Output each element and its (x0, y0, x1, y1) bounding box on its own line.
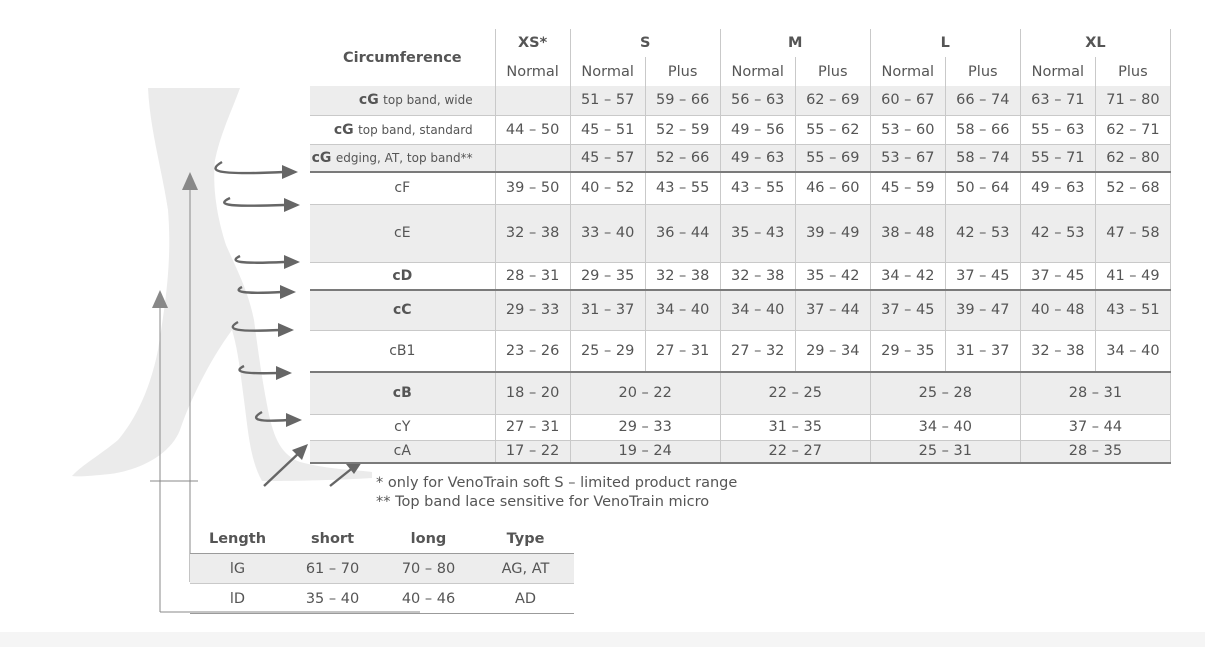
size-cell: 63 – 71 (1020, 86, 1095, 115)
size-cell: 37 – 44 (795, 290, 870, 330)
size-cell: 52 – 66 (645, 144, 720, 172)
length-row (190, 554, 574, 584)
row-label: cY (310, 414, 495, 440)
size-row-cf (310, 172, 1171, 204)
subheader: Plus (645, 57, 720, 86)
length-cell: AD (477, 584, 574, 614)
size-cell: 28 – 35 (1020, 440, 1170, 463)
circumference-title: Circumference (342, 49, 462, 66)
size-cell: 55 – 69 (795, 144, 870, 172)
short-header: short (311, 530, 354, 547)
size-cell: 39 – 47 (945, 290, 1020, 330)
size-cell: 60 – 67 (870, 86, 945, 115)
size-cell: 49 – 63 (720, 144, 795, 172)
row-label-sub: top band, wide (383, 93, 473, 108)
size-cell: 17 – 22 (495, 440, 570, 463)
size-cell: 56 – 63 (720, 86, 795, 115)
size-cell: 47 – 58 (1095, 204, 1170, 262)
size-cell: 43 – 55 (645, 172, 720, 204)
length-cell: 40 – 46 (380, 584, 477, 614)
subheader: Normal (570, 57, 645, 86)
size-cell: 34 – 40 (870, 414, 1020, 440)
size-cell: 62 – 80 (1095, 144, 1170, 172)
size-cell: 45 – 57 (570, 144, 645, 172)
size-cell: 62 – 71 (1095, 115, 1170, 144)
size-cell: 62 – 69 (795, 86, 870, 115)
size-cell: 55 – 71 (1020, 144, 1095, 172)
size-row-cb1 (310, 330, 1171, 372)
size-cell: 18 – 20 (495, 372, 570, 414)
size-cell: 44 – 50 (495, 115, 570, 144)
size-cell: 50 – 64 (945, 172, 1020, 204)
length-header: Length (208, 530, 267, 547)
size-cell: 52 – 59 (645, 115, 720, 144)
size-cell: 32 – 38 (495, 204, 570, 262)
length-table (190, 524, 574, 614)
size-cell: 29 – 33 (495, 290, 570, 330)
subheader: Normal (720, 57, 795, 86)
size-header-s: S (570, 29, 720, 57)
size-row-cy (310, 414, 1171, 440)
size-header-xl: XL (1020, 29, 1170, 57)
length-row (190, 584, 574, 614)
size-cell (495, 144, 570, 172)
size-row-ca (310, 440, 1171, 463)
size-cell: 37 – 45 (870, 290, 945, 330)
size-cell (495, 86, 570, 115)
size-cell: 34 – 40 (1095, 330, 1170, 372)
size-cell: 34 – 40 (645, 290, 720, 330)
row-label (310, 115, 495, 144)
subheader: Plus (1095, 57, 1170, 86)
size-cell: 43 – 51 (1095, 290, 1170, 330)
size-cell: 29 – 34 (795, 330, 870, 372)
row-label: cE (310, 204, 495, 262)
row-label-sub: edging, AT, top band** (335, 150, 473, 165)
row-label-key: cG (311, 149, 332, 166)
size-cell: 51 – 57 (570, 86, 645, 115)
size-cell: 22 – 27 (720, 440, 870, 463)
size-cell: 28 – 31 (1020, 372, 1170, 414)
size-cell: 28 – 31 (495, 262, 570, 290)
row-label-key: cG (358, 92, 379, 109)
size-row-cg (310, 115, 1171, 144)
size-cell: 42 – 53 (945, 204, 1020, 262)
size-cell: 29 – 35 (570, 262, 645, 290)
size-cell: 46 – 60 (795, 172, 870, 204)
size-cell: 31 – 37 (570, 290, 645, 330)
subheader: Normal (870, 57, 945, 86)
size-cell: 25 – 29 (570, 330, 645, 372)
length-cell: lD (190, 584, 285, 614)
size-cell: 45 – 59 (870, 172, 945, 204)
size-header-xs: XS* (495, 29, 570, 57)
subheader: Normal (1020, 57, 1095, 86)
row-label-key: cG (333, 121, 354, 138)
size-cell: 37 – 45 (945, 262, 1020, 290)
circumference-size-table (310, 29, 1171, 464)
length-cell: lG (190, 554, 285, 584)
length-header-row (190, 524, 574, 554)
size-cell: 27 – 32 (720, 330, 795, 372)
size-row-cg (310, 86, 1171, 115)
row-label: cC (310, 290, 495, 330)
length-cell: AG, AT (477, 554, 574, 584)
size-header-row (310, 29, 1171, 57)
size-cell: 27 – 31 (645, 330, 720, 372)
size-cell: 29 – 33 (570, 414, 720, 440)
size-cell: 59 – 66 (645, 86, 720, 115)
length-cell: 35 – 40 (285, 584, 380, 614)
size-cell: 35 – 42 (795, 262, 870, 290)
size-cell: 23 – 26 (495, 330, 570, 372)
size-cell: 27 – 31 (495, 414, 570, 440)
size-cell: 29 – 35 (870, 330, 945, 372)
size-cell: 53 – 67 (870, 144, 945, 172)
row-label-sub: top band, standard (358, 122, 473, 137)
size-cell: 66 – 74 (945, 86, 1020, 115)
size-cell: 31 – 35 (720, 414, 870, 440)
length-cell: 61 – 70 (285, 554, 380, 584)
footnote-2: ** Top band lace sensitive for VenoTrain micro (376, 494, 710, 510)
size-cell: 32 – 38 (1020, 330, 1095, 372)
footnote-1: * only for VenoTrain soft S – limited product range (376, 475, 738, 491)
size-header-m: M (720, 29, 870, 57)
size-row-cg (310, 144, 1171, 172)
size-cell: 40 – 48 (1020, 290, 1095, 330)
size-cell: 22 – 25 (720, 372, 870, 414)
size-header-l: L (870, 29, 1020, 57)
size-cell: 37 – 44 (1020, 414, 1170, 440)
size-cell: 45 – 51 (570, 115, 645, 144)
size-cell: 49 – 63 (1020, 172, 1095, 204)
size-cell: 42 – 53 (1020, 204, 1095, 262)
size-cell: 34 – 42 (870, 262, 945, 290)
subheader: Normal (495, 57, 570, 86)
size-cell: 35 – 43 (720, 204, 795, 262)
size-cell: 25 – 31 (870, 440, 1020, 463)
row-label: cF (310, 172, 495, 204)
row-label: cB (310, 372, 495, 414)
row-label: cB1 (310, 330, 495, 372)
size-cell: 52 – 68 (1095, 172, 1170, 204)
size-cell: 40 – 52 (570, 172, 645, 204)
size-cell: 55 – 62 (795, 115, 870, 144)
size-cell: 20 – 22 (570, 372, 720, 414)
size-row-cb (310, 372, 1171, 414)
size-cell: 25 – 28 (870, 372, 1020, 414)
size-cell: 19 – 24 (570, 440, 720, 463)
size-cell: 31 – 37 (945, 330, 1020, 372)
size-row-cd (310, 262, 1171, 290)
size-cell: 39 – 49 (795, 204, 870, 262)
size-cell: 39 – 50 (495, 172, 570, 204)
size-cell: 38 – 48 (870, 204, 945, 262)
size-table-body (310, 86, 1171, 463)
long-header: long (410, 530, 447, 547)
size-row-cc (310, 290, 1171, 330)
size-cell: 43 – 55 (720, 172, 795, 204)
size-row-ce (310, 204, 1171, 262)
size-cell: 32 – 38 (720, 262, 795, 290)
size-cell: 49 – 56 (720, 115, 795, 144)
size-cell: 36 – 44 (645, 204, 720, 262)
row-label (310, 86, 495, 115)
row-label: cD (310, 262, 495, 290)
size-cell: 71 – 80 (1095, 86, 1170, 115)
subheader: Plus (795, 57, 870, 86)
row-label (310, 144, 495, 172)
size-cell: 41 – 49 (1095, 262, 1170, 290)
size-cell: 33 – 40 (570, 204, 645, 262)
bottom-strip (0, 632, 1205, 647)
type-header: Type (506, 530, 545, 547)
size-cell: 32 – 38 (645, 262, 720, 290)
length-cell: 70 – 80 (380, 554, 477, 584)
size-cell: 37 – 45 (1020, 262, 1095, 290)
size-cell: 55 – 63 (1020, 115, 1095, 144)
size-cell: 53 – 60 (870, 115, 945, 144)
subheader: Plus (945, 57, 1020, 86)
row-label: cA (310, 440, 495, 463)
size-cell: 58 – 74 (945, 144, 1020, 172)
size-cell: 34 – 40 (720, 290, 795, 330)
size-cell: 58 – 66 (945, 115, 1020, 144)
